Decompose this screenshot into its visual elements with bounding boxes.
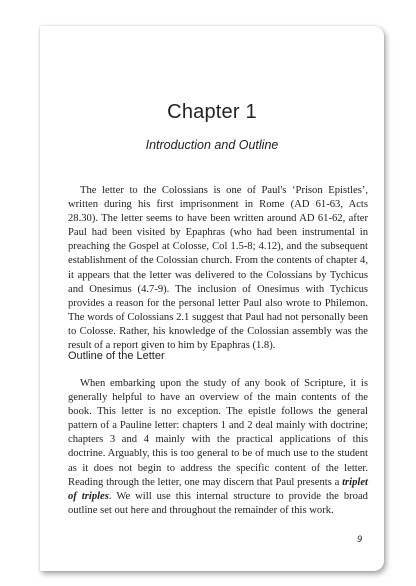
section-heading: Outline of the Letter [68,350,165,362]
outline-paragraph-text-before: When embarking upon the study of any book of Scripture, it is generally helpful to have an overview of the main contents of the book. This letter is no exception. The epistle follows the general pattern of a Pauline letter: chapters 1 and 2 deal mainly with doctrine; chapters 3 and 4 mainly with the practical applications of this doctrine. Arguably, this is too general to be of much use to the student as it does not begin to address the specific content of the letter. Reading through the letter, one may discern that Paul presents a [68,378,368,488]
outline-paragraph-emphasis: triplet of triples [68,476,368,502]
intro-paragraph: The letter to the Colossians is one of Paul's ‘Prison Epistles’, written during his first imprisonment in Rome (AD 61-63, Acts 28.30). The letter seems to have been written around AD 61-62, after Paul had been visited by Epaphras (who had been instrumental in preaching the Gospel at Colosse, Col 1.5-8; 4.12), and the subsequent establishment of the Colossian church. From the contents of chapter 4, it appears that the letter was delivered to the Colossians by Tychicus and Onesimus (4.7-9). The inclusion of Onesimus with Tychicus provides a reason for the personal letter Paul also wrote to Philemon. The words of Colossians 2.1 suggest that Paul had not personally been to Colosse. Rather, his knowledge of the Colossian assembly was the result of a report given to him by Epaphras (1.8). [68,185,368,352]
book-page [40,26,384,571]
chapter-subtitle: Introduction and Outline [145,138,279,152]
page-number: 9 [356,534,362,544]
chapter-title: Chapter 1 [167,101,257,123]
outline-paragraph [68,377,368,518]
outline-paragraph-text-after: . We will use this internal structure to provide the broad outline set out here and throughout the remainder of this work. [68,490,368,516]
